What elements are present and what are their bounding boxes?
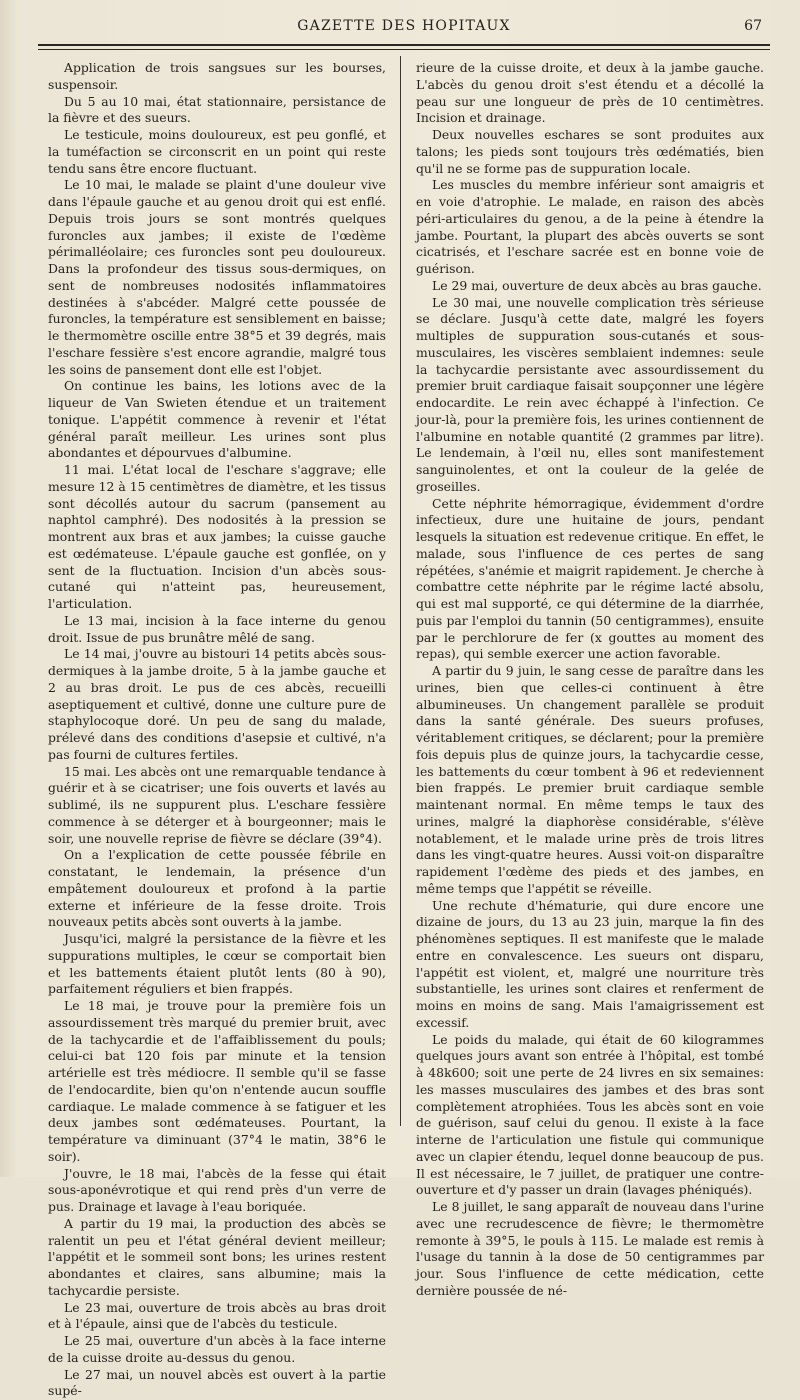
journal-title: GAZETTE DES HOPITAUX [38,18,770,34]
paragraph: Le 14 mai, j'ouvre au bistouri 14 petits abcès sous-dermiques à la jambe droite, 5 à la jambe gauche et 2 au bras droit. Le pus de ces abcès, recueilli aseptiquement et cultivé, donne une culture pure de staphylocoque doré. Un peu de sang du malade, prélevé dans des conditions d'asepsie et cultivé, n'a pas fourni de cultures fertiles. [48,646,386,763]
paragraph: Le 25 mai, ouverture d'un abcès à la face interne de la cuisse droite au-dessus du genou. [48,1333,386,1367]
header-rule-thick [38,44,770,46]
paragraph: Le 27 mai, un nouvel abcès est ouvert à la partie supé- [48,1367,386,1400]
paragraph: Du 5 au 10 mai, état stationnaire, persistance de la fièvre et des sueurs. [48,94,386,128]
page-header [38,14,770,44]
column-divider [400,56,401,1126]
paragraph: On a l'explication de cette poussée fébrile en constatant, le lendemain, la présence d'un empâtement douloureux et profond à la partie externe et inférieure de la fesse droite. Trois nouveaux petits abcès sont ouverts à la jambe. [48,847,386,931]
right-column [416,60,764,1300]
paragraph: Le 30 mai, une nouvelle complication très sérieuse se déclare. Jusqu'à cette date, malgré les foyers multiples de suppuration sous-cutanés et sous-musculaires, les viscères semblaient indemnes: seule la tachycardie persistante avec assourdissement du premier bruit cardiaque faisait soupçonner une légère endocardite. Le rein avec échappé à l'infection. Ce jour-là, pour la première fois, les urines contiennent de l'albumine en notable quantité (2 grammes par litre). Le lendemain, à l'œil nu, elles sont manifestement sanguinolentes, et ont la couleur de la gelée de groseilles. [416,295,764,496]
paragraph: Le 8 juillet, le sang apparaît de nouveau dans l'urine avec une recrudescence de fièvre; le thermomètre remonte à 39°5, le pouls à 115. Le malade est remis à l'usage du tannin à la dose de 50 centigrammes par jour. Sous l'influence de cette médication, cette dernière poussée de né- [416,1199,764,1300]
paragraph: Cette néphrite hémorragique, évidemment d'ordre infectieux, dure une huitaine de jours, pendant lesquels la situation est redevenue critique. En effet, le malade, sous l'influence de ces pertes de sang répétées, s'anémie et maigrit rapidement. Je cherche à combattre cette néphrite par le régime lacté absolu, qui est mal supporté, ce qui détermine de la diarrhée, puis par l'emploi du tannin (50 centigrammes), ensuite par le perchlorure de fer (x gouttes au moment des repas), qui semble exercer une action favorable. [416,496,764,664]
paragraph: A partir du 19 mai, la production des abcès se ralentit un peu et l'état général devient meilleur; l'appétit et le sommeil sont bons; les urines restent abondantes et claires, sans albumine; mais la tachycardie persiste. [48,1216,386,1300]
paragraph: Le 13 mai, incision à la face interne du genou droit. Issue de pus brunâtre mêlé de sang. [48,613,386,647]
paragraph: Les muscles du membre inférieur sont amaigris et en voie d'atrophie. Le malade, en raison des abcès péri-articulaires du genou, a de la peine à étendre la jambe. Pourtant, la plupart des abcès ouverts se sont cicatrisés, et l'eschare sacrée est en bonne voie de guérison. [416,177,764,278]
paragraph: Le 10 mai, le malade se plaint d'une douleur vive dans l'épaule gauche et au genou droit qui est enflé. Depuis trois jours se sont montrés quelques furoncles aux jambes; il existe de l'œdème périmalléolaire; ces furoncles sont peu douloureux. Dans la profondeur des tissus sous-dermiques, on sent de nombreuses nodosités inflammatoires destinées à s'abcéder. Malgré cette poussée de furoncles, la température est sensiblement en baisse; le thermomètre oscille entre 38°5 et 39 degrés, mais l'eschare fessière s'est encore agrandie, malgré tous les soins de pansement dont elle est l'objet. [48,177,386,378]
paragraph: Le poids du malade, qui était de 60 kilogrammes quelques jours avant son entrée à l'hôpital, est tombé à 48k600; soit une perte de 24 livres en six semaines: les masses musculaires des jambes et des bras sont complètement atrophiées. Tous les abcès sont en voie de guérison, sauf celui du genou. Il existe à la face interne de l'articulation une fistule qui communique avec un clapier étendu, lequel donne beaucoup de pus. Il est nécessaire, le 7 juillet, de pratiquer une contre-ouverture et d'y passer un drain (lavages phéniqués). [416,1032,764,1200]
paragraph: rieure de la cuisse droite, et deux à la jambe gauche. L'abcès du genou droit s'est étendu et a décollé la peau sur une longueur de près de 10 centimètres. Incision et drainage. [416,60,764,127]
paragraph: Application de trois sangsues sur les bourses, suspensoir. [48,60,386,94]
left-column [48,60,386,1400]
header-rule-thin [38,49,770,50]
paragraph: Jusqu'ici, malgré la persistance de la fièvre et les suppurations multiples, le cœur se comportait bien et les battements étaient plutôt lents (80 à 90), parfaitement réguliers et bien frappés. [48,931,386,998]
paragraph: Le 29 mai, ouverture de deux abcès au bras gauche. [416,278,764,295]
paragraph: Le 18 mai, je trouve pour la première fois un assourdissement très marqué du premier bruit, avec de la tachycardie et de l'affaiblissement du pouls; celui-ci bat 120 fois par minute et la tension artérielle est très médiocre. Il semble qu'il se fasse de l'endocardite, bien qu'on n'entende aucun souffle cardiaque. Le malade commence à se fatiguer et les deux jambes sont œdémateuses. Pourtant, la température va diminuant (37°4 le matin, 38°6 le soir). [48,998,386,1166]
paragraph: A partir du 9 juin, le sang cesse de paraître dans les urines, bien que celles-ci continuent à être albumineuses. Un changement parallèle se produit dans la santé générale. Des sueurs profuses, véritablement critiques, se déclarent; pour la première fois depuis plus de quinze jours, la tachycardie cesse, les battements du cœur tombent à 96 et redeviennent bien frappés. Le premier bruit cardiaque semble maintenant normal. En même temps le taux des urines, malgré la diaphorèse considérable, s'élève notablement, et le malade urine près de trois litres dans les vingt-quatre heures. Aussi voit-on disparaître rapidement l'œdème des pieds et des jambes, en même temps que l'appétit se réveille. [416,663,764,898]
paragraph: 15 mai. Les abcès ont une remarquable tendance à guérir et à se cicatriser; une fois ouverts et lavés au sublimé, ils ne suppurent plus. L'eschare fessière commence à se déterger et à bourgeonner; mais le soir, une nouvelle reprise de fièvre se déclare (39°4). [48,764,386,848]
paragraph: J'ouvre, le 18 mai, l'abcès de la fesse qui était sous-aponévrotique et qui rend près d'un verre de pus. Drainage et lavage à l'eau boriquée. [48,1166,386,1216]
paragraph: Une rechute d'hématurie, qui dure encore une dizaine de jours, du 13 au 23 juin, marque la fin des phénomènes septiques. Il est manifeste que le malade entre en convalescence. Les sueurs ont disparu, l'appétit est violent, et, malgré une nourriture très substantielle, les urines sont claires et renferment de moins en moins de sang. Mais l'amaigrissement est excessif. [416,898,764,1032]
paragraph: Deux nouvelles eschares se sont produites aux talons; les pieds sont toujours très œdématiés, bien qu'il ne se forme pas de suppuration locale. [416,127,764,177]
page-number: 67 [744,18,762,34]
paragraph: Le testicule, moins douloureux, est peu gonflé, et la tuméfaction se circonscrit en un point qui reste tendu sans être encore fluctuant. [48,127,386,177]
paragraph: Le 23 mai, ouverture de trois abcès au bras droit et à l'épaule, ainsi que de l'abcès du testicule. [48,1300,386,1334]
paragraph: On continue les bains, les lotions avec de la liqueur de Van Swieten étendue et un traitement tonique. L'appétit commence à revenir et l'état général paraît meilleur. Les urines sont plus abondantes et dépourvues d'albumine. [48,378,386,462]
paragraph: 11 mai. L'état local de l'eschare s'aggrave; elle mesure 12 à 15 centimètres de diamètre, et les tissus sont décollés autour du sacrum (pansement au naphtol camphré). Des nodosités à la pression se montrent aux bras et aux jambes; la cuisse gauche est œdémateuse. L'épaule gauche est gonflée, on y sent de la fluctuation. Incision d'un abcès sous-cutané qui n'atteint pas, heureusement, l'articulation. [48,462,386,613]
